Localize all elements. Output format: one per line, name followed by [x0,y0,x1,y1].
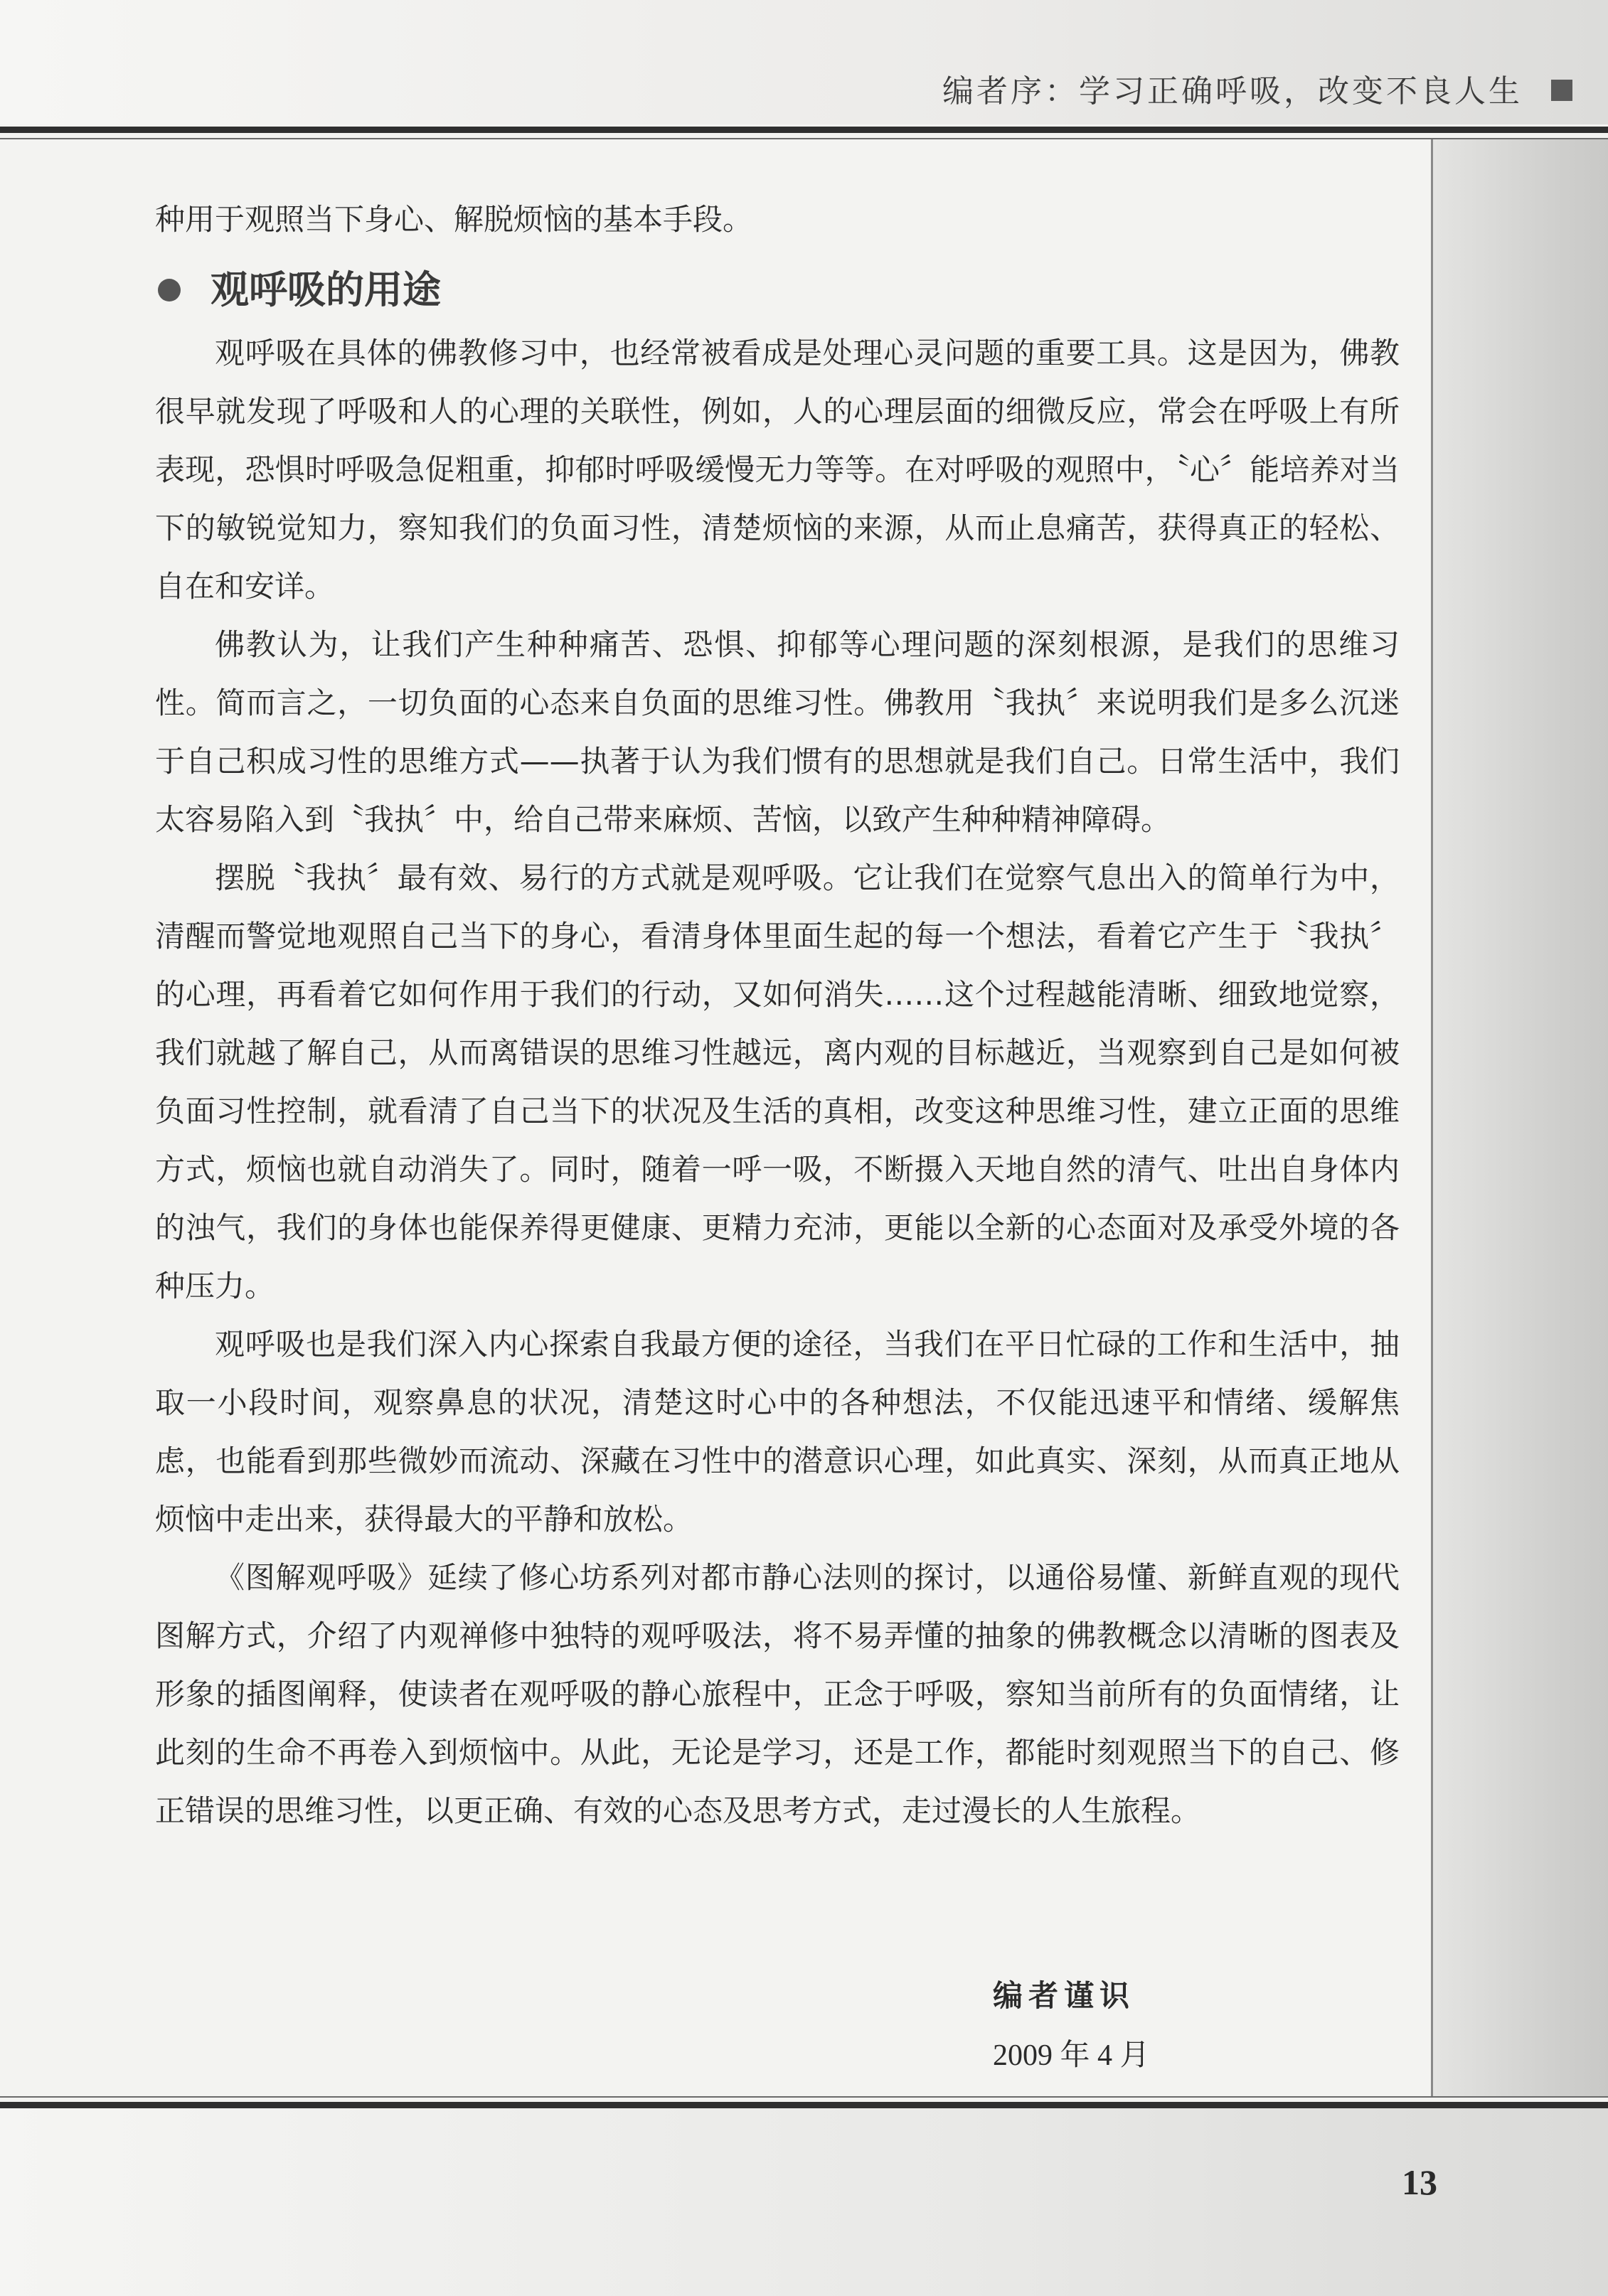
paragraph-1: 观呼吸在具体的佛教修习中，也经常被看成是处理心灵问题的重要工具。这是因为，佛教很早就发现了呼吸和人的心理的关联性，例如，人的心理层面的细微反应，常会在呼吸上有所表现，恐惧时呼吸急促粗重，抑郁时呼吸缓慢无力等等。在对呼吸的观照中，〝心〞能培养对当下的敏锐觉知力，察知我们的负面习性，清楚烦恼的来源，从而止息痛苦，获得真正的轻松、自在和安详。 [155,336,1400,604]
page-number: 13 [1402,2162,1437,2202]
right-margin-band [1431,139,1608,2096]
round-bullet-icon [158,279,181,301]
paragraph-4: 观呼吸也是我们深入内心探索自我最方便的途径，当我们在平日忙碌的工作和生活中，抽取一小段时间，观察鼻息的状况，清楚这时心中的各种想法，不仅能迅速平和情绪、缓解焦虑，也能看到那些微妙而流动、深藏在习性中的潜意识心理，如此真实、深刻，从而真正地从烦恼中走出来，获得最大的平静和放松。 [155,1327,1400,1537]
paragraph-2: 佛教认为，让我们产生种种痛苦、恐惧、抑郁等心理问题的深刻根源，是我们的思维习性。简而言之，一切负面的心态来自负面的思维习性。佛教用〝我执〞来说明我们是多么沉迷于自己积成习性的思维方式——执著于认为我们惯有的思想就是我们自己。日常生活中，我们太容易陷入到〝我执〞中，给自己带来麻烦、苦恼，以致产生种种精神障碍。 [155,627,1400,837]
bottom-rule-thick [0,2102,1608,2108]
footer-band [0,2108,1608,2296]
paragraph-3: 摆脱〝我执〞最有效、易行的方式就是观呼吸。它让我们在觉察气息出入的简单行为中，清醒而警觉地观照自己当下的身心，看清身体里面生起的每一个想法，看着它产生于〝我执〞的心理，再看着它如何作用于我们的行动，又如何消失……这个过程越能清晰、细致地觉察，我们就越了解自己，从而离错误的思维习性越远，离内观的目标越近，当观察到自己是如何被负面习性控制，就看清了自己当下的状况及生活的真相，改变这种思维习性，建立正面的思维方式，烦恼也就自动消失了。同时，随着一呼一吸，不断摄入天地自然的清气、吐出自身体内的浊气，我们的身体也能保养得更健康、更精力充沛，更能以全新的心态面对及承受外境的各种压力。 [155,860,1400,1303]
section-heading [155,256,1400,324]
bottom-rule-thin [0,2096,1608,2098]
section-heading-text: 观呼吸的用途 [211,267,441,312]
signature-date: 2009 年 4 月 [993,2039,1150,2072]
top-rule-thin [0,138,1608,139]
running-head: 编者序：学习正确呼吸，改变不良人生 [942,73,1523,110]
paragraph-continued: 种用于观照当下身心、解脱烦恼的基本手段。 [155,202,753,237]
filled-square-icon [1551,80,1572,101]
paragraph-5: 《图解观呼吸》延续了修心坊系列对都市静心法则的探讨，以通俗易懂、新鲜直观的现代图解方式，介绍了内观禅修中独特的观呼吸法，将不易弄懂的抽象的佛教概念以清晰的图表及形象的插图阐释，使读者在观呼吸的静心旅程中，正念于呼吸，察知当前所有的负面情绪，让此刻的生命不再卷入到烦恼中。从此，无论是学习，还是工作，都能时刻观照当下的自己、修正错误的思维习性，以更正确、有效的心态及思考方式，走过漫长的人生旅程。 [155,1560,1400,1828]
top-rule-thick [0,127,1608,133]
signature-author: 编者谨识 [993,1978,1136,2013]
body-text [155,191,1400,1840]
